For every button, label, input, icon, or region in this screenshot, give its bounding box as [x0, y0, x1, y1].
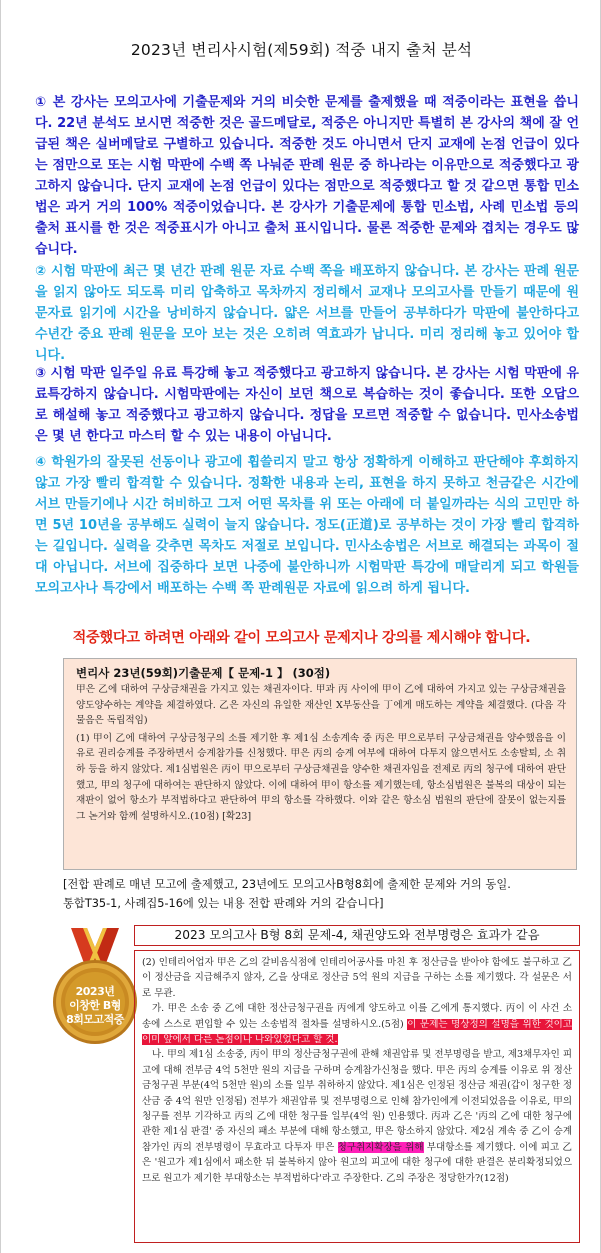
page-title: 2023년 변리사시험(제59회) 적중 내지 출처 분석 — [130, 41, 473, 59]
paragraph-1: ① 본 강사는 모의고사에 기출문제와 거의 비슷한 문제를 출제했을 때 적중이라는 표현을 씁니다. 22년 분석도 보시면 적중한 것은 골드메달로, 적중은 아니지만 특별히 본 강사의 책에 잘 언급된 책은 실버메달로 구별하고 있습니다. 적중한 것도 아니면서 단지 교재에 논점 언급이 있다는 점만으로 또는 시험 막판에 수백 쪽 나눠준 판례 원문 중 하나라는 이유만으로 적중했다고 광고하지 않습니다. 단지 교재에 논점 언급이 있다는 점만으로 적중했다고 할 것 같으면 통합 민소법은 과거 거의 100% 적중이었습니다. 본 강사가 기출문제에 통합 민소법, 사례 민소법 등의 출처 표시를 한 것은 적중표시가 아니고 출처 표시입니다. 물론 적중한 문제와 겹치는 경우도 많습니다. — [35, 95, 579, 257]
exam-question-sub: (1) 甲이 乙에 대하여 구상금청구의 소를 제기한 후 제1심 소송계속 중 丙은 甲으로부터 구상금채권을 양수했음을 이유로 권리승계를 주장하면서 승계참가를 신청했다. 甲은 丙의 승계 여부에 대하여 다투지 않으면서도 소송탈퇴, 소 취하 등을 하지 않았다. 제1심법원은 丙이 甲으로부터 구상금채권을 양수한 채권자임을 전제로 丙의 청구에 대하여 판단했고, 甲의 청구에 대하여는 판단하지 않았다. 이에 대하여 甲이 항소를 제기했는데, 항소심법원은 불복의 대상이 되는 재판이 없어 항소가 부적법하다고 판단하여 甲의 항소를 각하했다. 이와 같은 항소심 법원의 판단에 잘못이 없는지를 그 논거와 함께 설명하시오.(10점) [확23] — [76, 732, 566, 822]
source-note-line-1: [전합 판례로 매년 모고에 출제했고, 23년에도 모의고사B형8회에 출제한 문제와 거의 동일. — [63, 878, 511, 891]
exam-question-header: 변리사 23년(59회)기출문제【 문제-1 】 (30점) — [76, 666, 331, 680]
mock-exam-part-ga — [142, 1001, 572, 1047]
mock-exam-box — [134, 950, 580, 1243]
part-na-highlight: 청구취지확장을 위해 — [337, 1141, 424, 1153]
mock-exam-header: 2023 모의고사 B형 8회 문제-4, 채권양도와 전부명령은 효과가 같음 — [134, 925, 580, 946]
paragraph-4: ④ 학원가의 잘못된 선동이나 광고에 휩쓸리지 말고 항상 정확하게 이해하고 판단해야 후회하지 않고 가장 빨리 합격할 수 있습니다. 정확한 내용과 논리, 표현을 하지 못하고 천금같은 시간에 서브 만들기에나 시간 허비하고 그저 어떤 목차를 위 또는 아래에 더 붙일까라는 식의 고민만 하면 5년 10년을 공부해도 실력이 늘지 않습니다. 정도(正道)로 공부하는 것이 가장 빨리 합격하는 길입니다. 실력을 갖추면 목차도 저절로 보입니다. 민사소송법은 서브로 해결되는 과목이 절대 아닙니다. 서브에 집중하다 보면 나중에 불안하니까 시험막판 특강에 매달리게 되고 학원들 모의고사나 특강에서 배포하는 수백 쪽 판례원문 자료에 읽으려 하게 됩니다. — [35, 455, 579, 596]
mock-exam-intro: (2) 인테리어업자 甲은 乙의 갈비음식점에 인테리어공사를 마친 후 정산금을 받아야 함에도 불구하고 乙이 정산금을 지급해주지 않자, 乙을 상대로 정산금 5억 원의 지급을 구하는 소를 제기했다. 각 설문은 서로 무관. — [142, 957, 572, 999]
medal-line-2: 이창한 B형 — [69, 999, 121, 1012]
medal-line-1: 2023년 — [75, 985, 115, 998]
headline-notice: 적중했다고 하려면 아래와 같이 모의고사 문제지나 강의를 제시해야 합니다. — [72, 630, 531, 646]
exam-question-box — [63, 658, 577, 870]
part-ga-highlight: 이 문제는 명상정의 설명을 위한 것이고 이미 앞에서 다른 논점이나 나와있었다고 할 것. — [142, 1018, 572, 1046]
part-na-tail: 부대항소를 제기했다. 이에 피고 乙은 '원고가 제1심에서 패소한 뒤 불복하지 않아 원고의 피고에 대한 청구에 대한 판결은 분리확정되었으므로 원고가 제기한 부대항소는 부적법하다'라고 주장한다. 乙의 주장은 정당한가?(12점) — [142, 1141, 572, 1184]
exam-question-body: 甲은 乙에 대하여 구상금채권을 가지고 있는 채권자이다. 甲과 丙 사이에 甲이 乙에 대하여 가지고 있는 구상금채권을 양도양수하는 계약을 체결하였다. 乙은 자신의 유일한 재산인 X부동산을 丁에게 매도하는 계약을 체결했다. (다음 각 물음은 독립적임) — [76, 684, 566, 727]
part-ga-text: 가. 甲은 소송 중 乙에 대한 정산금청구권을 丙에게 양도하고 이를 乙에게 통지했다. 丙이 이 사건 소송에 스스로 편입할 수 있는 소송법적 절차를 설명하시오.(5점) — [142, 1003, 572, 1030]
source-note-line-2: 통합T35-1, 사례집5-16에 있는 내용 전합 판례와 거의 같습니다] — [63, 897, 384, 910]
part-na-text: 나. 甲의 제1심 소송중, 丙이 甲의 정산금청구권에 관해 채권압류 및 전부명령을 받고, 제3채무자인 피고에 대해 전부금 4억 5천만 원의 지급을 구하며 승계참가신청을 했다. 甲은 丙의 승계를 이유로 위 정산금청구권 부분(4억 5천만 원)의 소를 일부 취하하지 않았다. 제1심은 인정된 정산금 채권(갑이 청구한 정산금 중 4억 원만 인정됨) 전부가 채권압류 및 전부명령으로 인해 참가인에게 이전되었음을 이유로, 甲의 청구를 전부 기각하고 丙의 乙에 대한 청구를 일부(4억 원) 인용했다. 丙과 乙은 '丙의 乙에 대한 청구에 관한 제1심 판결' 중 자신의 패소 부분에 대해 항소했고, 甲은 항소하지 않았다. 제2심 계속 중 乙이 승계참가인 丙의 전부명령이 무효라고 다투자 甲은 — [142, 1049, 572, 1153]
paragraph-2: ② 시험 막판에 최근 몇 년간 판례 원문 자료 수백 쪽을 배포하지 않습니다. 본 강사는 판례 원문을 읽지 않아도 되도록 미리 압축하고 목차까지 정리해서 교재나 모의고사를 만들기 때문에 원문자료 읽기에 시간을 낭비하지 않습니다. 얇은 서브를 만들어 공부하다가 막판에 불안하다고 수년간 중요 판례 원문을 모아 보는 것은 오히려 역효과가 납니다. 미리 정리해 놓고 있어야 합니다. — [35, 264, 579, 363]
medal-label — [53, 985, 137, 1027]
medal-line-3: 8회모고적중 — [66, 1013, 124, 1026]
paragraph-3: ③ 시험 막판 일주일 유료 특강해 놓고 적중했다고 광고하지 않습니다. 본 강사는 시험 막판에 유료특강하지 않습니다. 시험막판에는 자신이 보던 책으로 복습하는 것이 좋습니다. 또한 오답으로 해설해 놓고 적중했다고 광고하지 않습니다. 정답을 모르면 적중할 수 없습니다. 민사소송법은 몇 년 한다고 마스터 할 수 있는 내용이 아닙니다. — [35, 366, 579, 444]
mock-exam-part-na — [142, 1047, 572, 1186]
